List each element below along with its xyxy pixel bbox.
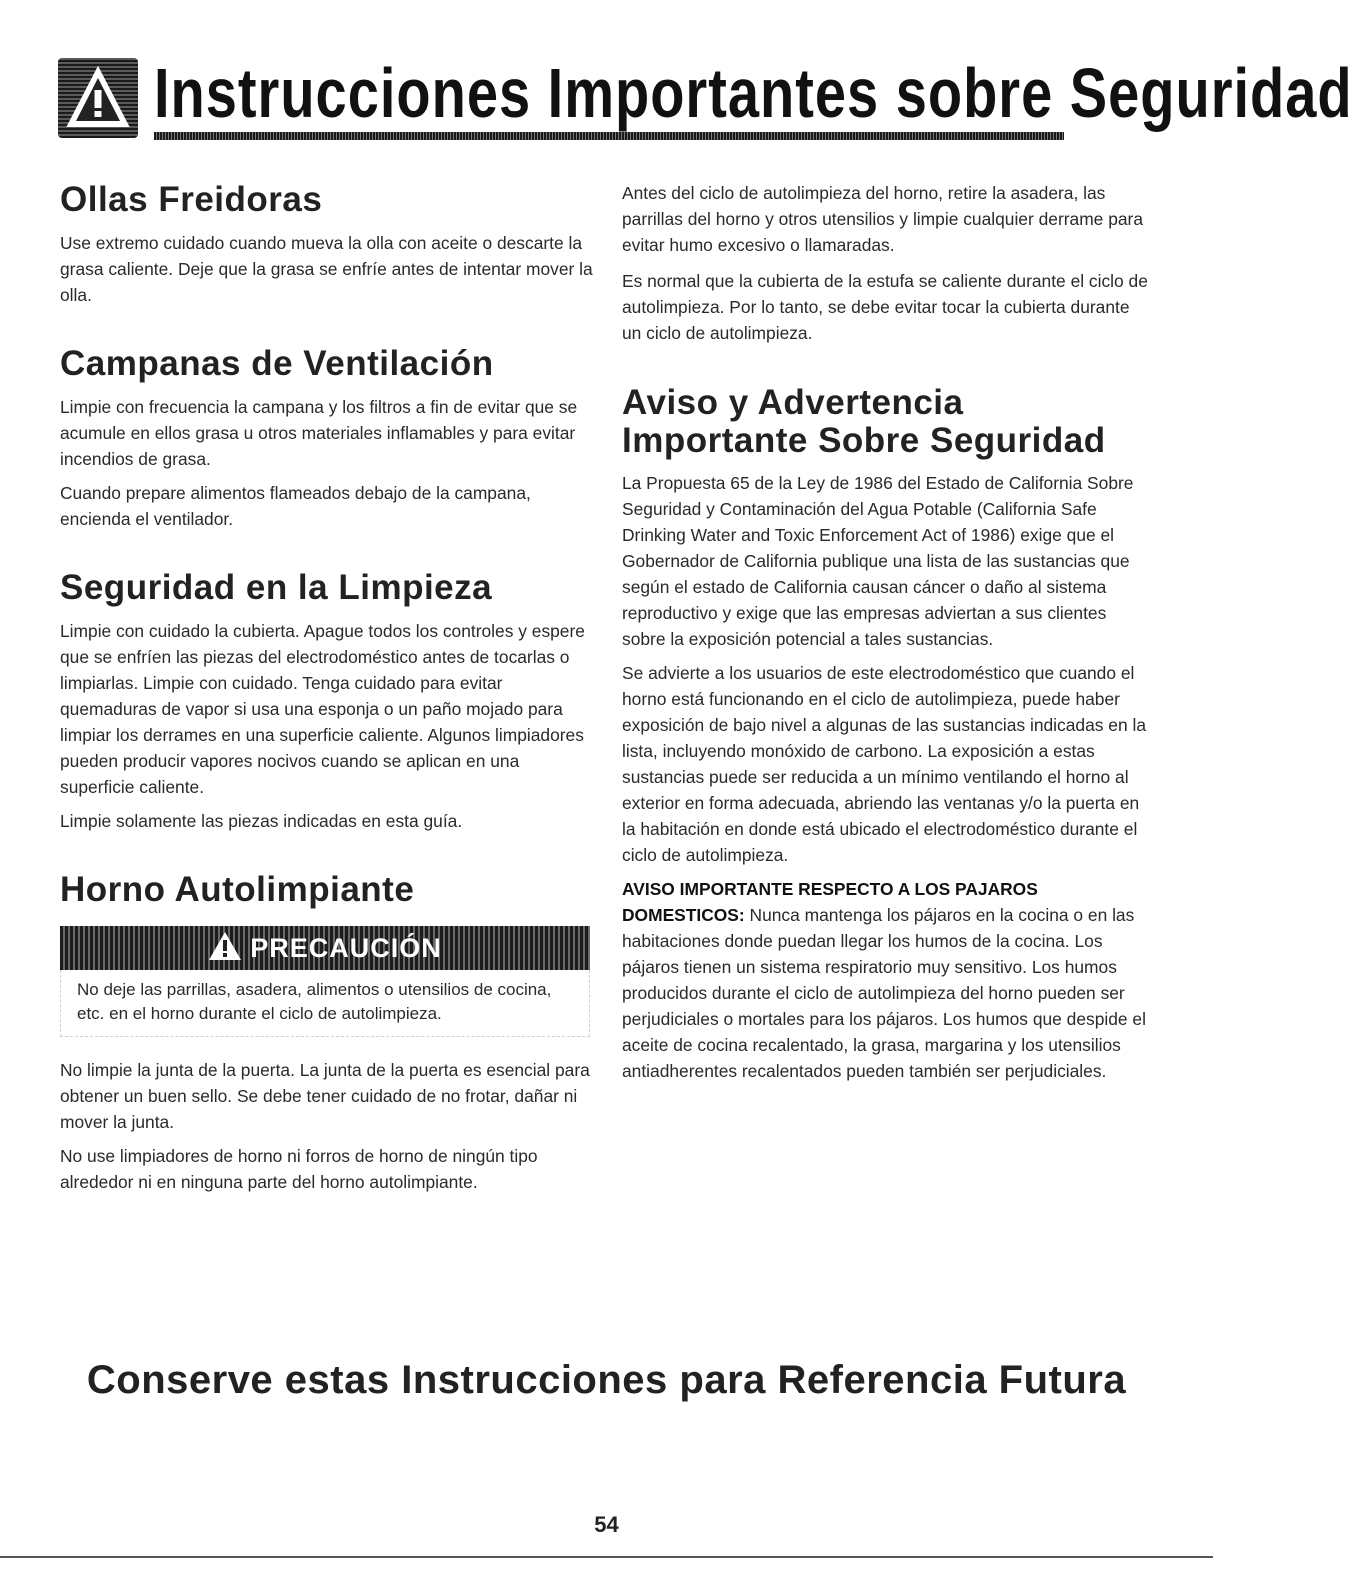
section-heading: Horno Autolimpiante (60, 870, 415, 909)
warning-triangle-icon (58, 58, 138, 138)
paragraph: La Propuesta 65 de la Ley de 1986 del Estado de California Sobre Seguridad y Contaminación del Agua Potable (California Safe Drinking Water and Toxic Enforcement Act of 1986) exige que el Gobernador de California publique una lista de las sustancias que según el estado de California causan cáncer o daño al sistema reproductivo y exige que las empresas adviertan a sus clientes sobre la exposición potencial a tales sustancias. (622, 473, 1134, 649)
section-heading: Seguridad en la Limpieza (60, 568, 493, 607)
paragraph: Antes del ciclo de autolimpieza del horno, retire la asadera, las parrillas del horno y otros utensilios y limpie cualquier derrame para evitar humo excesivo o llamaradas. (622, 183, 1143, 255)
bottom-rule (0, 1556, 1213, 1558)
birds-notice-lead: AVISO IMPORTANTE RESPECTO A LOS PAJAROS DOMESTICOS: (622, 879, 1038, 925)
page-number: 54 (594, 1512, 619, 1537)
paragraph: No limpie la junta de la puerta. La junta de la puerta es esencial para obtener un buen sello. Se debe tener cuidado de no frotar, dañar ni mover la junta. (60, 1060, 590, 1132)
paragraph: Cuando prepare alimentos flameados debajo de la campana, encienda el ventilador. (60, 483, 531, 529)
left-column (60, 180, 595, 1231)
caution-triangle-icon (208, 931, 242, 966)
section-seguridad-limpieza (60, 568, 595, 834)
section-campanas-ventilacion (60, 344, 595, 532)
caution-text: No deje las parrillas, asadera, alimentos o utensilios de cocina, etc. en el horno durante el ciclo de autolimpieza. (60, 970, 590, 1037)
notice-heading-line-1: Aviso y Advertencia (622, 383, 964, 422)
section-ollas-freidoras (60, 180, 595, 308)
self-clean-intro (622, 180, 1152, 346)
paragraph: Es normal que la cubierta de la estufa se caliente durante el ciclo de autolimpieza. Por lo tanto, se debe evitar tocar la cubierta durante un ciclo de autolimpieza. (622, 271, 1148, 343)
birds-notice-text: Nunca mantenga los pájaros en la cocina o en las habitaciones donde puedan llegar los humos de la cocina. Los pájaros tienen un sistema respiratorio muy sensitivo. Los humos producidos durante el ciclo de autolimpieza del horno pueden ser perjudiciales o mortales para los pájaros. Los humos que despide el aceite de cocina recalentado, la grasa, margarina y los utensilios antiadherentes recalentados pueden también ser perjudiciales. (622, 905, 1146, 1081)
birds-notice (622, 876, 1152, 1084)
caution-title: PRECAUCIÓN (250, 932, 442, 963)
paragraph: Use extremo cuidado cuando mueva la olla con aceite o descarte la grasa caliente. Deje que la grasa se enfríe antes de intentar mover la olla. (60, 233, 593, 305)
caution-box (60, 926, 590, 1037)
notice-heading-line-2: Importante Sobre Seguridad (622, 421, 1106, 460)
section-horno-autolimpiante (60, 870, 595, 1195)
notice-heading (622, 384, 1152, 460)
caution-header (60, 926, 590, 970)
title-underline (154, 132, 1064, 140)
paragraph: Limpie con cuidado la cubierta. Apague todos los controles y espere que se enfríen las piezas del electrodoméstico antes de tocarlas o limpiarlas. Limpie con cuidado. Tenga cuidado para evitar quemaduras de vapor si usa una esponja o un paño mojado para limpiar los derrames en una superficie caliente. Algunos limpiadores pueden producir vapores nocivos cuando se aplican en una superficie caliente. (60, 621, 585, 797)
paragraph: No use limpiadores de horno ni forros de horno de ningún tipo alrededor ni en ninguna parte del horno autolimpiante. (60, 1146, 538, 1192)
page-header (58, 52, 1353, 152)
paragraph: Se advierte a los usuarios de este electrodoméstico que cuando el horno está funcionando en el ciclo de autolimpieza, puede haber exposición de bajo nivel a algunas de las sustancias indicadas en la lista, incluyendo monóxido de carbono. La exposición a estas sustancias puede ser reducida a un mínimo ventilando el horno al exterior en forma adecuada, abriendo las ventanas y/o la puerta en la habitación en donde está ubicado el electrodoméstico durante el ciclo de autolimpieza. (622, 663, 1146, 865)
page-title: Instrucciones Importantes sobre Seguridad (154, 53, 1353, 132)
right-column (622, 180, 1152, 1092)
footer-note: Conserve estas Instrucciones para Referencia Futura (86, 1358, 1127, 1402)
section-heading: Campanas de Ventilación (60, 344, 494, 383)
paragraph: Limpie con frecuencia la campana y los filtros a fin de evitar que se acumule en ellos grasa u otros materiales inflamables y para evitar incendios de grasa. (60, 397, 578, 469)
section-heading: Ollas Freidoras (60, 180, 323, 219)
paragraph: Limpie solamente las piezas indicadas en esta guía. (60, 811, 463, 831)
